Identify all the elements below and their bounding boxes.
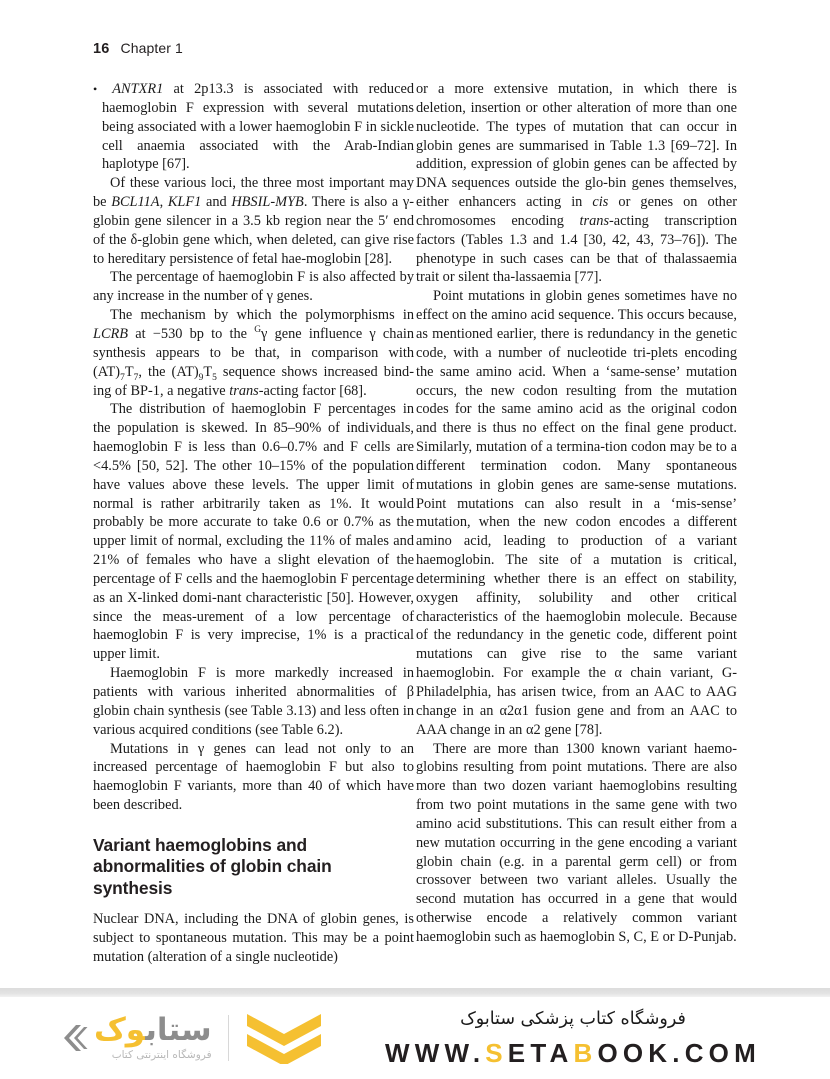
paragraph: Nuclear DNA, including the DNA of globin genes, is subject to spontaneous mutation. This may be a point mutation (alteration of a single nucleotide) (93, 911, 414, 966)
paragraph: Point mutations in globin genes sometimes have no effect on the amino acid sequence. This occurs because, as mentioned earlier, there is redundancy in the genetic code, with a number of nucleotide tri-plets encoding the same amino acid. When a ‘same-sense’ mutation occurs, the new codon resulting from the mutation codes for the same amino acid as the original codon and there is thus no effect on the final gene product. Similarly, mutation of a termina-tion codon may be to a different termination codon. Many spontaneous mutations in globin genes are same-sense mutations. Point mutations can also result in a ‘mis-sense’ mutation, when the new codon encodes a different amino acid, leading to production of a variant haemoglobin. The site of a mutation is critical, determining whether there is an effect on stability, oxygen affinity, solubility and other critical characteristics of the haemoglobin molecule. Because of the redundancy in the genetic code, different point mutations can give rise to the same variant haemoglobin. For example the α chain variant, G-Philadelphia, has arisen twice, from an AAC to AAG change in an α2α1 fusion gene and from an AAC to AAA change in an α2 gene [78]. (416, 288, 737, 738)
paragraph: Of these various loci, the three most important may be BCL11A, KLF1 and HBSIL-MYB. There is also a γ-globin gene silencer in a 3.5 kb region near the 5′ end of the δ-globin gene which, when deleted, can give rise to hereditary persistence of fetal hae-moglobin [28]. (93, 175, 415, 267)
url-segment: ETA (507, 1037, 574, 1068)
paragraph: The distribution of haemoglobin F percentages in the population is skewed. In 85–90% of individuals, haemoglobin F is less than 0.6–0.7% and F cells are <4.5% [50, 52]. The other 10–15% of the population have values above these levels. The upper limit of normal is rather arbitrarily taken as 1%. It would probably be more accurate to take 0.6 or 0.7% as the upper limit of normal, excluding the 11% of males and 21% of females who have a slight elevation of the percentage of F cells and the haemoglobin F percentage as an X-linked domi-nant characteristic [50]. However, since the meas-urement of a low percentage of haemoglobin F is very imprecise, 1% is a practical upper limit. (93, 401, 414, 663)
body-text-area (93, 80, 737, 970)
url-segment: OOK.COM (597, 1037, 761, 1068)
right-column (416, 80, 737, 970)
page-number: 16 (93, 41, 110, 57)
site-tagline-persian: فروشگاه کتاب پزشکی ستابوک (460, 1009, 686, 1029)
paragraph: Haemoglobin F is more markedly increased in patients with various inherited abnormalities of β globin chain synthesis (see Table 3.13) and less often in various acquired conditions (see Table 6.2). (93, 665, 414, 738)
paragraph: There are more than 1300 known variant haemo-globins resulting from point mutations. There are also more than two dozen variant haemoglobins resulting from two point mutations in the same gene with two amino acid substitutions. This can result either from a new mutation occurring in the gene encoding a variant globin chain (e.g. in a parental germ cell) or from crossover between two variant alleles. Usually the second mutation has occurred in a gene that would otherwise encode a relatively common variant haemoglobin such as haemoglobin S, C, E or D-Punjab. (416, 740, 737, 945)
footer-divider (0, 988, 830, 997)
paragraph: The mechanism by which the polymorphisms in LCRB at −530 bp to the $^G$γ gene influence γ chain synthesis appears to be that, in comparison with $(AT)_7T_7$, the $(AT)_9T_5$ sequence shows increased bind-ing of BP-1, a negative trans-acting factor [68]. (93, 307, 414, 399)
double-chevron-down-icon (245, 1012, 323, 1064)
section-heading: Variant haemoglobins and abnormalities of globin chain synthesis (93, 834, 332, 898)
brand-mark (62, 1012, 212, 1062)
brand-script (94, 1012, 212, 1049)
paragraph: The percentage of haemoglobin F is also affected by any increase in the number of γ genes. (93, 269, 414, 305)
url-segment: WWW. (385, 1037, 486, 1068)
brand-block (62, 1005, 382, 1071)
double-chevron-left-icon (62, 1023, 88, 1053)
left-column-paragraphs (93, 80, 414, 815)
left-column-after-heading (93, 910, 414, 967)
brand-script-prefix: ستاب (145, 1012, 212, 1049)
footer-banner (0, 997, 830, 1079)
site-url[interactable] (358, 1038, 788, 1069)
site-block (358, 1007, 788, 1069)
running-head (93, 40, 183, 57)
paragraph: • ANTXR1 at 2p13.3 is associated with reduced haemoglobin F expression with several mutations being associated with a lower haemoglobin F in sickle cell anaemia associated with the Arab-Indian haplotype [67]. (93, 80, 414, 174)
brand-script-highlight: وک (94, 1012, 146, 1049)
brand-wordmark (94, 1012, 212, 1062)
url-accent-letter: S (485, 1037, 508, 1068)
left-column (93, 80, 414, 970)
paragraph: Mutations in γ genes can lead not only to an increased percentage of haemoglobin F but also to haemoglobin F variants, more than 40 of which have been described. (93, 740, 414, 814)
paragraph: or a more extensive mutation, in which there is deletion, insertion or other alteration of more than one nucleotide. The types of mutation that can occur in globin genes are summarised in Table 1.3 [69–72]. In addition, expression of globin genes can be affected by DNA sequences outside the glo-bin genes themselves, either enhancers acting in cis or genes on other chromosomes encoding trans-acting transcription factors (Tables 1.3 and 1.4 [30, 42, 43, 73–76]). The phenotype in such cases can be that of thalassaemia trait or silent tha-lassaemia [77]. (416, 81, 737, 286)
chapter-label: Chapter 1 (120, 40, 183, 56)
brand-subtitle: فروشگاه اینترنتی کتاب (111, 1049, 212, 1062)
url-accent-letter: B (573, 1037, 598, 1068)
right-column-paragraphs (416, 80, 737, 947)
brand-divider (228, 1015, 229, 1061)
